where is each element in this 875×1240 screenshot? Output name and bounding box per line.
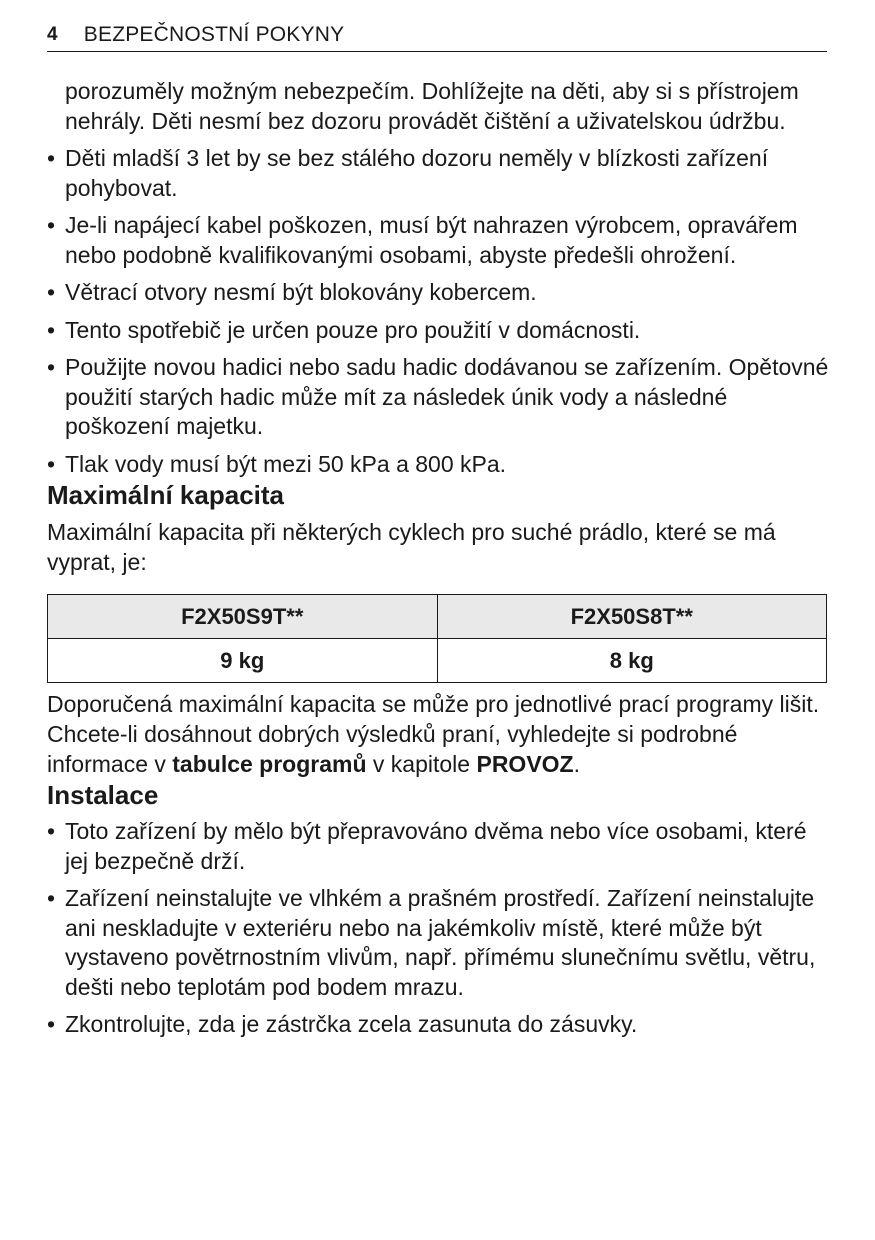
list-item: • Děti mladší 3 let by se bez stálého dozoru neměly v blízkosti zařízení pohybovat. [47, 144, 832, 203]
capacity-heading: Maximální kapacita [47, 480, 284, 510]
table-header-row [48, 595, 827, 639]
continued-paragraph: porozuměly možným nebezpečím. Dohlížejte na děti, aby si s přístrojem nehrály. Děti nesmí bez dozoru provádět čištění a uživatelskou údržbu. [65, 78, 799, 134]
capacity-note [47, 689, 832, 779]
note-text: v kapitole [366, 751, 477, 777]
note-text: Doporučená maximální kapacita se může pro jednotlivé prací programy lišit. Chcete-li dosáhnout dobrých výsledků praní, vyhledejte si podrobné informace v [47, 691, 820, 777]
list-item: • Tento spotřebič je určen pouze pro použití v domácnosti. [47, 316, 832, 346]
page-header [47, 18, 827, 52]
installation-heading: Instalace [47, 780, 159, 810]
capacity-cell: 9 kg [48, 639, 438, 683]
note-emphasis: tabulce programů [172, 751, 367, 777]
capacity-cell: 8 kg [437, 639, 827, 683]
header-section-title: BEZPEČNOSTNÍ POKYNY [83, 22, 345, 46]
model-cell: F2X50S9T** [48, 595, 438, 639]
capacity-intro: Maximální kapacita při některých cyklech pro suché prádlo, které se má vyprat, je: [47, 519, 776, 575]
safety-bullet-list [47, 144, 832, 479]
list-item: • Použijte novou hadici nebo sadu hadic dodávanou se zařízením. Opětovné použití starých hadic může mít za následek únik vody a následné poškození majetku. [47, 353, 832, 442]
list-item: • Zařízení neinstalujte ve vlhkém a prašném prostředí. Zařízení neinstalujte ani neskladujte v exteriéru nebo na jakémkoliv místě, které může být vystaveno povětrnostním vlivům, např. přímému slunečnímu světlu, větru, dešti nebo teplotám pod bodem mrazu. [47, 884, 832, 1002]
capacity-table [47, 594, 827, 683]
list-item: • Toto zařízení by mělo být přepravováno dvěma nebo více osobami, které jej bezpečně drží. [47, 817, 832, 876]
list-item: • Tlak vody musí být mezi 50 kPa a 800 kPa. [47, 450, 832, 480]
model-cell: F2X50S8T** [437, 595, 827, 639]
note-text: . [573, 751, 580, 777]
list-item: • Je-li napájecí kabel poškozen, musí být nahrazen výrobcem, opravářem nebo podobně kvalifikovanými osobami, abyste předešli ohrožení. [47, 211, 832, 270]
note-emphasis: PROVOZ [476, 751, 574, 777]
table-row [48, 639, 827, 683]
page-content [47, 76, 832, 1040]
list-item: • Větrací otvory nesmí být blokovány kobercem. [47, 278, 832, 308]
installation-bullet-list [47, 817, 832, 1040]
list-item: • Zkontrolujte, zda je zástrčka zcela zasunuta do zásuvky. [47, 1010, 832, 1040]
page-number: 4 [47, 23, 58, 45]
